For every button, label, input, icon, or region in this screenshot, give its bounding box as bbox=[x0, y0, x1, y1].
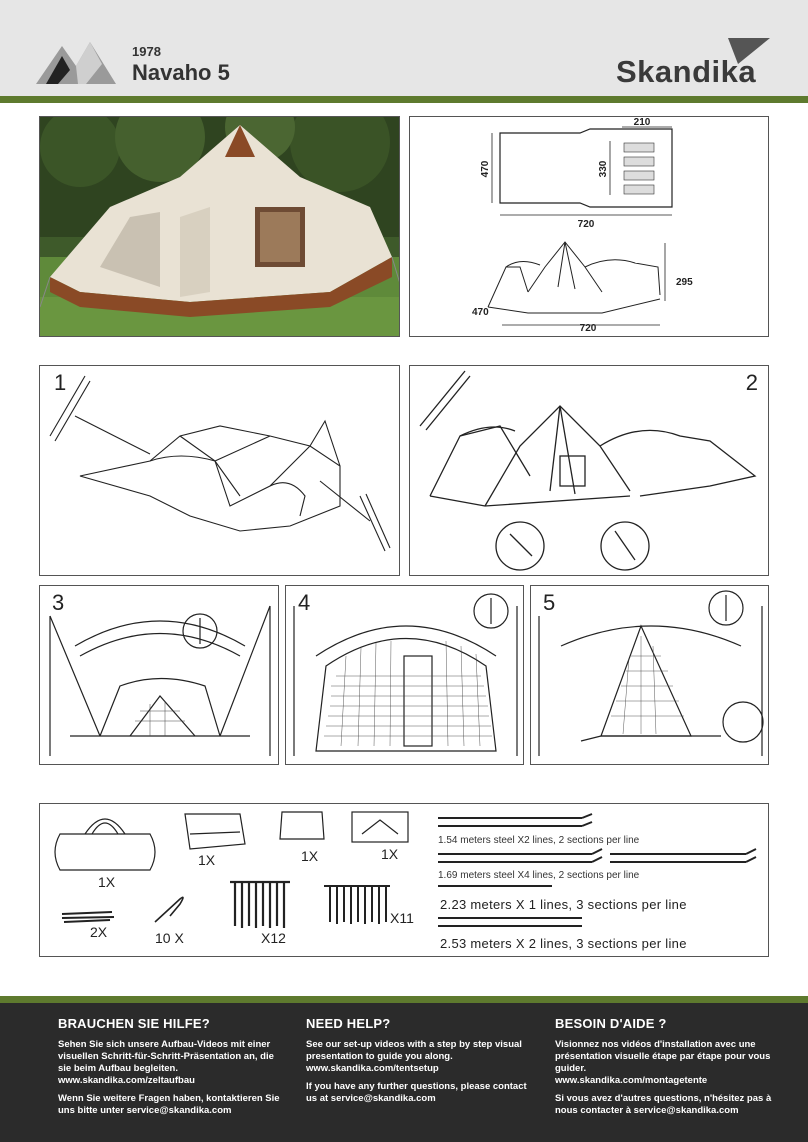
step-2-panel bbox=[409, 365, 769, 576]
help-text-en: See our set-up videos with a step by step visual presentation to guide you along. bbox=[306, 1039, 522, 1062]
help-column-en bbox=[306, 1016, 532, 1105]
help-title-en: NEED HELP? bbox=[306, 1016, 391, 1031]
help-link-fr[interactable]: www.skandika.com/montagetente bbox=[555, 1075, 708, 1086]
groundsheet-quantity: 1X bbox=[198, 852, 216, 868]
dim-side-height: 470 bbox=[480, 160, 491, 178]
help-contact-fr: Si vous avez d'autres questions, n'hésitez pas à nous contacter à service@skandika.com bbox=[555, 1093, 772, 1116]
help-text-de: Sehen Sie sich unsere Aufbau-Videos mit einer visuellen Schritt-für-Schritt-Präsentation an, die sie beim Aufbau begleiten. bbox=[58, 1039, 274, 1074]
help-text-fr: Visionnez nos vidéos d'installation avec une présentation visuelle étape par étape pour vous guider. bbox=[555, 1039, 771, 1074]
dim-bottom-length: 720 bbox=[579, 323, 597, 334]
help-link-de[interactable]: www.skandika.com/zeltaufbau bbox=[58, 1075, 195, 1086]
bag-quantity: 1X bbox=[98, 874, 116, 890]
step-3-panel bbox=[39, 585, 279, 765]
step-3-number: 3 bbox=[52, 590, 65, 615]
help-title-de: BRAUCHEN SIE HILFE? bbox=[58, 1016, 210, 1031]
groundsheet-icon bbox=[185, 814, 245, 849]
mountain-logo-icon bbox=[36, 36, 116, 88]
repair-kit-icon bbox=[352, 812, 408, 842]
dim-top-width: 210 bbox=[633, 117, 651, 128]
step-5-number: 5 bbox=[543, 590, 556, 615]
guyline-icon bbox=[62, 912, 114, 922]
pole-bag-icon bbox=[280, 812, 324, 839]
help-contact-en: If you have any further questions, please contact us at service@skandika.com bbox=[306, 1081, 527, 1104]
pole-spec-1: 1.54 meters steel X2 lines, 2 sections per line bbox=[438, 835, 640, 846]
help-contact-de: Wenn Sie weitere Fragen haben, kontaktieren Sie uns bitte unter service@skandika.com bbox=[58, 1093, 280, 1116]
guyline-quantity: 2X bbox=[90, 924, 108, 940]
pegs-2-quantity: X11 bbox=[390, 910, 414, 926]
cord-icon bbox=[155, 897, 183, 922]
dim-length: 720 bbox=[577, 219, 595, 230]
model-year: 1978 bbox=[132, 44, 161, 59]
dim-inner-height: 330 bbox=[598, 160, 609, 178]
help-link-en[interactable]: www.skandika.com/tentsetup bbox=[306, 1063, 439, 1074]
carry-bag-icon bbox=[55, 834, 155, 870]
pole-bag-quantity: 1X bbox=[301, 848, 319, 864]
tent-photo bbox=[39, 116, 400, 337]
step-4-number: 4 bbox=[298, 590, 311, 615]
dimensions-diagram bbox=[409, 116, 769, 337]
cord-quantity: 10 X bbox=[155, 930, 184, 946]
pole-spec-3: 2.23 meters X 1 lines, 3 sections per line bbox=[440, 897, 687, 912]
repair-kit-quantity: 1X bbox=[381, 846, 399, 862]
pole-spec-2: 1.69 meters steel X4 lines, 2 sections per line bbox=[438, 870, 640, 881]
step-5-panel bbox=[530, 585, 769, 765]
parts-illustrations bbox=[40, 804, 769, 957]
brand-logo: Skandika bbox=[616, 54, 757, 89]
dim-side-depth: 470 bbox=[472, 307, 489, 318]
step-4-panel bbox=[285, 585, 524, 765]
step-1-panel bbox=[39, 365, 400, 576]
dim-tent-height: 295 bbox=[676, 277, 693, 288]
tent-pegs-2-icon bbox=[324, 886, 390, 924]
pole-spec-4: 2.53 meters X 2 lines, 3 sections per line bbox=[440, 936, 687, 951]
footer-accent-bar bbox=[0, 996, 808, 1003]
parts-panel bbox=[39, 803, 769, 957]
step-1-number: 1 bbox=[54, 370, 67, 395]
help-column-de bbox=[58, 1016, 284, 1117]
help-title-fr: BESOIN D'AIDE ? bbox=[555, 1016, 667, 1031]
tent-pegs-icon bbox=[230, 882, 290, 928]
help-column-fr bbox=[555, 1016, 781, 1117]
header-accent-bar bbox=[0, 96, 808, 103]
model-name: Navaho 5 bbox=[132, 60, 230, 85]
step-2-number: 2 bbox=[745, 370, 758, 395]
pegs-quantity: X12 bbox=[261, 930, 286, 946]
